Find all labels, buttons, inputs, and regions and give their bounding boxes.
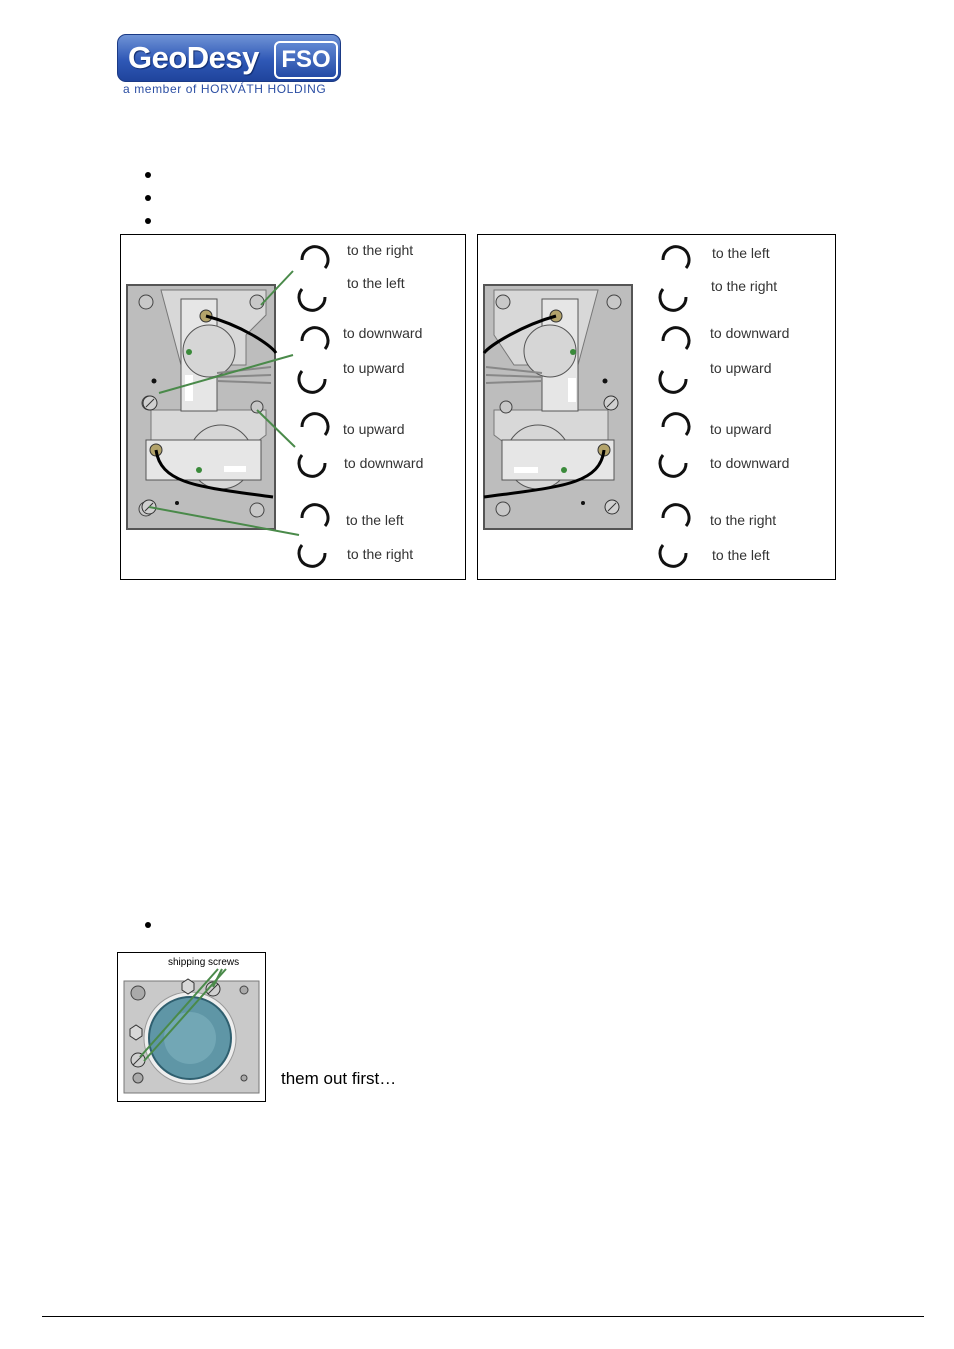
shipping-screws-diagram (118, 953, 265, 1101)
bullet-4 (145, 922, 151, 928)
figure-left-label-3: to downward (343, 325, 423, 341)
adjustment-figure-left (120, 234, 466, 580)
adjustment-figure-right (477, 234, 836, 580)
bullet-2 (145, 195, 151, 201)
bullet-1 (145, 172, 151, 178)
figure-left-label-4: to upward (343, 360, 405, 376)
figure-right-label-4: to upward (710, 360, 772, 376)
shipping-screws-caption: shipping screws (168, 957, 240, 968)
shipping-instruction-text: them out first… (281, 1069, 397, 1088)
adjustment-diagram-left (121, 235, 465, 579)
figure-right-label-7: to the right (710, 512, 777, 528)
logo-badge (117, 34, 341, 82)
figure-right-label-3: to downward (710, 325, 790, 341)
figure-right-label-1: to the left (712, 245, 770, 261)
figure-right-label-8: to the left (712, 547, 770, 563)
figure-right-label-2: to the right (711, 278, 778, 294)
logo-product-text: FSO (274, 41, 338, 79)
company-logo (117, 34, 341, 96)
figure-left-label-5: to upward (343, 421, 405, 437)
figure-left-label-1: to the right (347, 242, 414, 258)
logo-brand-text: GeoDesy (128, 40, 259, 75)
adjustment-diagram-right (478, 235, 835, 579)
bullet-3 (145, 218, 151, 224)
footer-divider (42, 1316, 924, 1317)
shipping-screws-figure (117, 952, 266, 1102)
figure-left-label-6: to downward (344, 455, 424, 471)
figure-left-label-7: to the left (346, 512, 404, 528)
figure-right-label-6: to downward (710, 455, 790, 471)
figure-right-label-5: to upward (710, 421, 772, 437)
figure-left-label-8: to the right (347, 546, 414, 562)
figure-left-label-2: to the left (347, 275, 405, 291)
logo-tagline: a member of HORVÁTH HOLDING (123, 82, 327, 96)
